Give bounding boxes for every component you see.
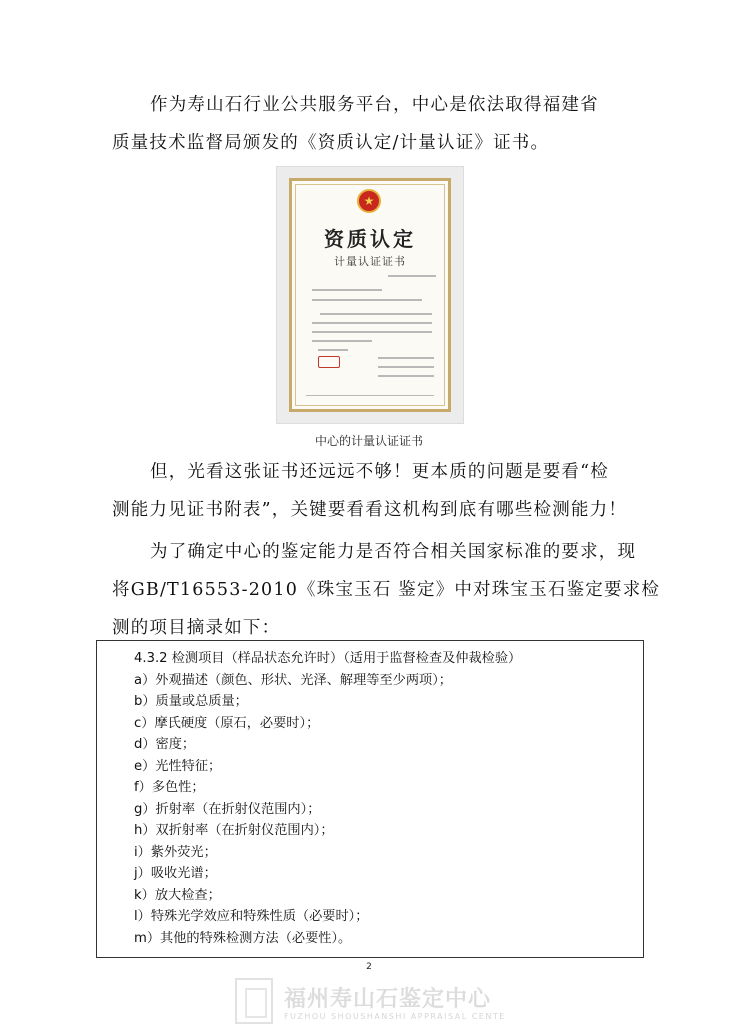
watermark-english: FUZHOU SHOUSHANSHI APPRAISAL CENTE xyxy=(284,1012,506,1021)
certificate-text-line xyxy=(378,366,434,368)
certificate-photo xyxy=(276,166,464,424)
paragraph-2-line-2: 测能力见证书附表”，关键要看看这机构到底有哪些检测能力！ xyxy=(112,500,628,520)
excerpt-item: i）紫外荧光； xyxy=(134,844,217,860)
certificate-text-line xyxy=(312,340,372,342)
excerpt-heading: 4.3.2 检测项目（样品状态允许时）（适用于监督检查及仲裁检验） xyxy=(134,651,522,666)
excerpt-item: m）其他的特殊检测方法（必要性）。 xyxy=(134,930,352,946)
paragraph-2 xyxy=(112,453,632,529)
certificate-text-line xyxy=(320,313,432,315)
paragraph-2-line-1: 但，光看这张证书还远远不够！更本质的问题是要看“检 xyxy=(150,462,609,482)
paragraph-3-line-1: 为了确定中心的鉴定能力是否符合相关国家标准的要求，现 xyxy=(150,542,637,562)
certificate-text-line xyxy=(306,395,434,396)
certificate-text-line xyxy=(388,275,436,277)
excerpt-item: h）双折射率（在折射仪范围内）； xyxy=(134,823,334,838)
intro-line-1: 作为寿山石行业公共服务平台，中心是依法取得福建省 xyxy=(150,95,599,115)
certificate-title: 资质认定 xyxy=(324,227,416,251)
excerpt-item: k）放大检查； xyxy=(134,887,221,903)
certificate-border xyxy=(295,184,445,406)
excerpt-item: a）外观描述（颜色、形状、光泽、解理等至少两项）； xyxy=(134,672,452,688)
national-emblem-icon xyxy=(357,189,381,213)
paragraph-3-line-3: 测的项目摘录如下： xyxy=(112,618,281,638)
excerpt-item: d）密度； xyxy=(134,737,196,752)
standard-excerpt-box xyxy=(96,640,644,958)
certificate-subtitle: 计量认证证书 xyxy=(334,255,406,268)
certificate-text-line xyxy=(378,375,434,377)
watermark-logo-icon xyxy=(235,978,273,1024)
page-number: 2 xyxy=(366,962,372,972)
certificate-text-line xyxy=(312,289,382,291)
figure-caption: 中心的计量认证证书 xyxy=(314,434,423,448)
excerpt-item: c）摩氏硬度（原石，必要时）； xyxy=(134,715,320,731)
excerpt-item: e）光性特征； xyxy=(134,758,222,774)
cma-mark-icon xyxy=(318,356,340,368)
excerpt-item: l）特殊光学效应和特殊性质（必要时）； xyxy=(134,909,369,924)
excerpt-item: b）质量或总质量； xyxy=(134,694,248,709)
certificate xyxy=(289,178,451,412)
excerpt-item: j）吸收光谱； xyxy=(134,866,217,881)
certificate-text-line xyxy=(312,299,422,301)
excerpt-item: g）折射率（在折射仪范围内）； xyxy=(134,801,321,817)
paragraph-3-line-2: 将GB/T16553-2010《珠宝玉石 鉴定》中对珠宝玉石鉴定要求检 xyxy=(112,580,661,600)
certificate-text-line xyxy=(318,349,348,351)
intro-paragraph xyxy=(112,86,632,162)
paragraph-3 xyxy=(112,533,661,647)
excerpt-item: f）多色性； xyxy=(134,780,205,795)
watermark-chinese: 福州寿山石鉴定中心 xyxy=(284,987,492,1012)
certificate-text-line xyxy=(378,357,434,359)
intro-line-2: 质量技术监督局颁发的《资质认定/计量认证》证书。 xyxy=(112,133,550,153)
certificate-text-line xyxy=(312,331,432,333)
certificate-text-line xyxy=(312,322,432,324)
